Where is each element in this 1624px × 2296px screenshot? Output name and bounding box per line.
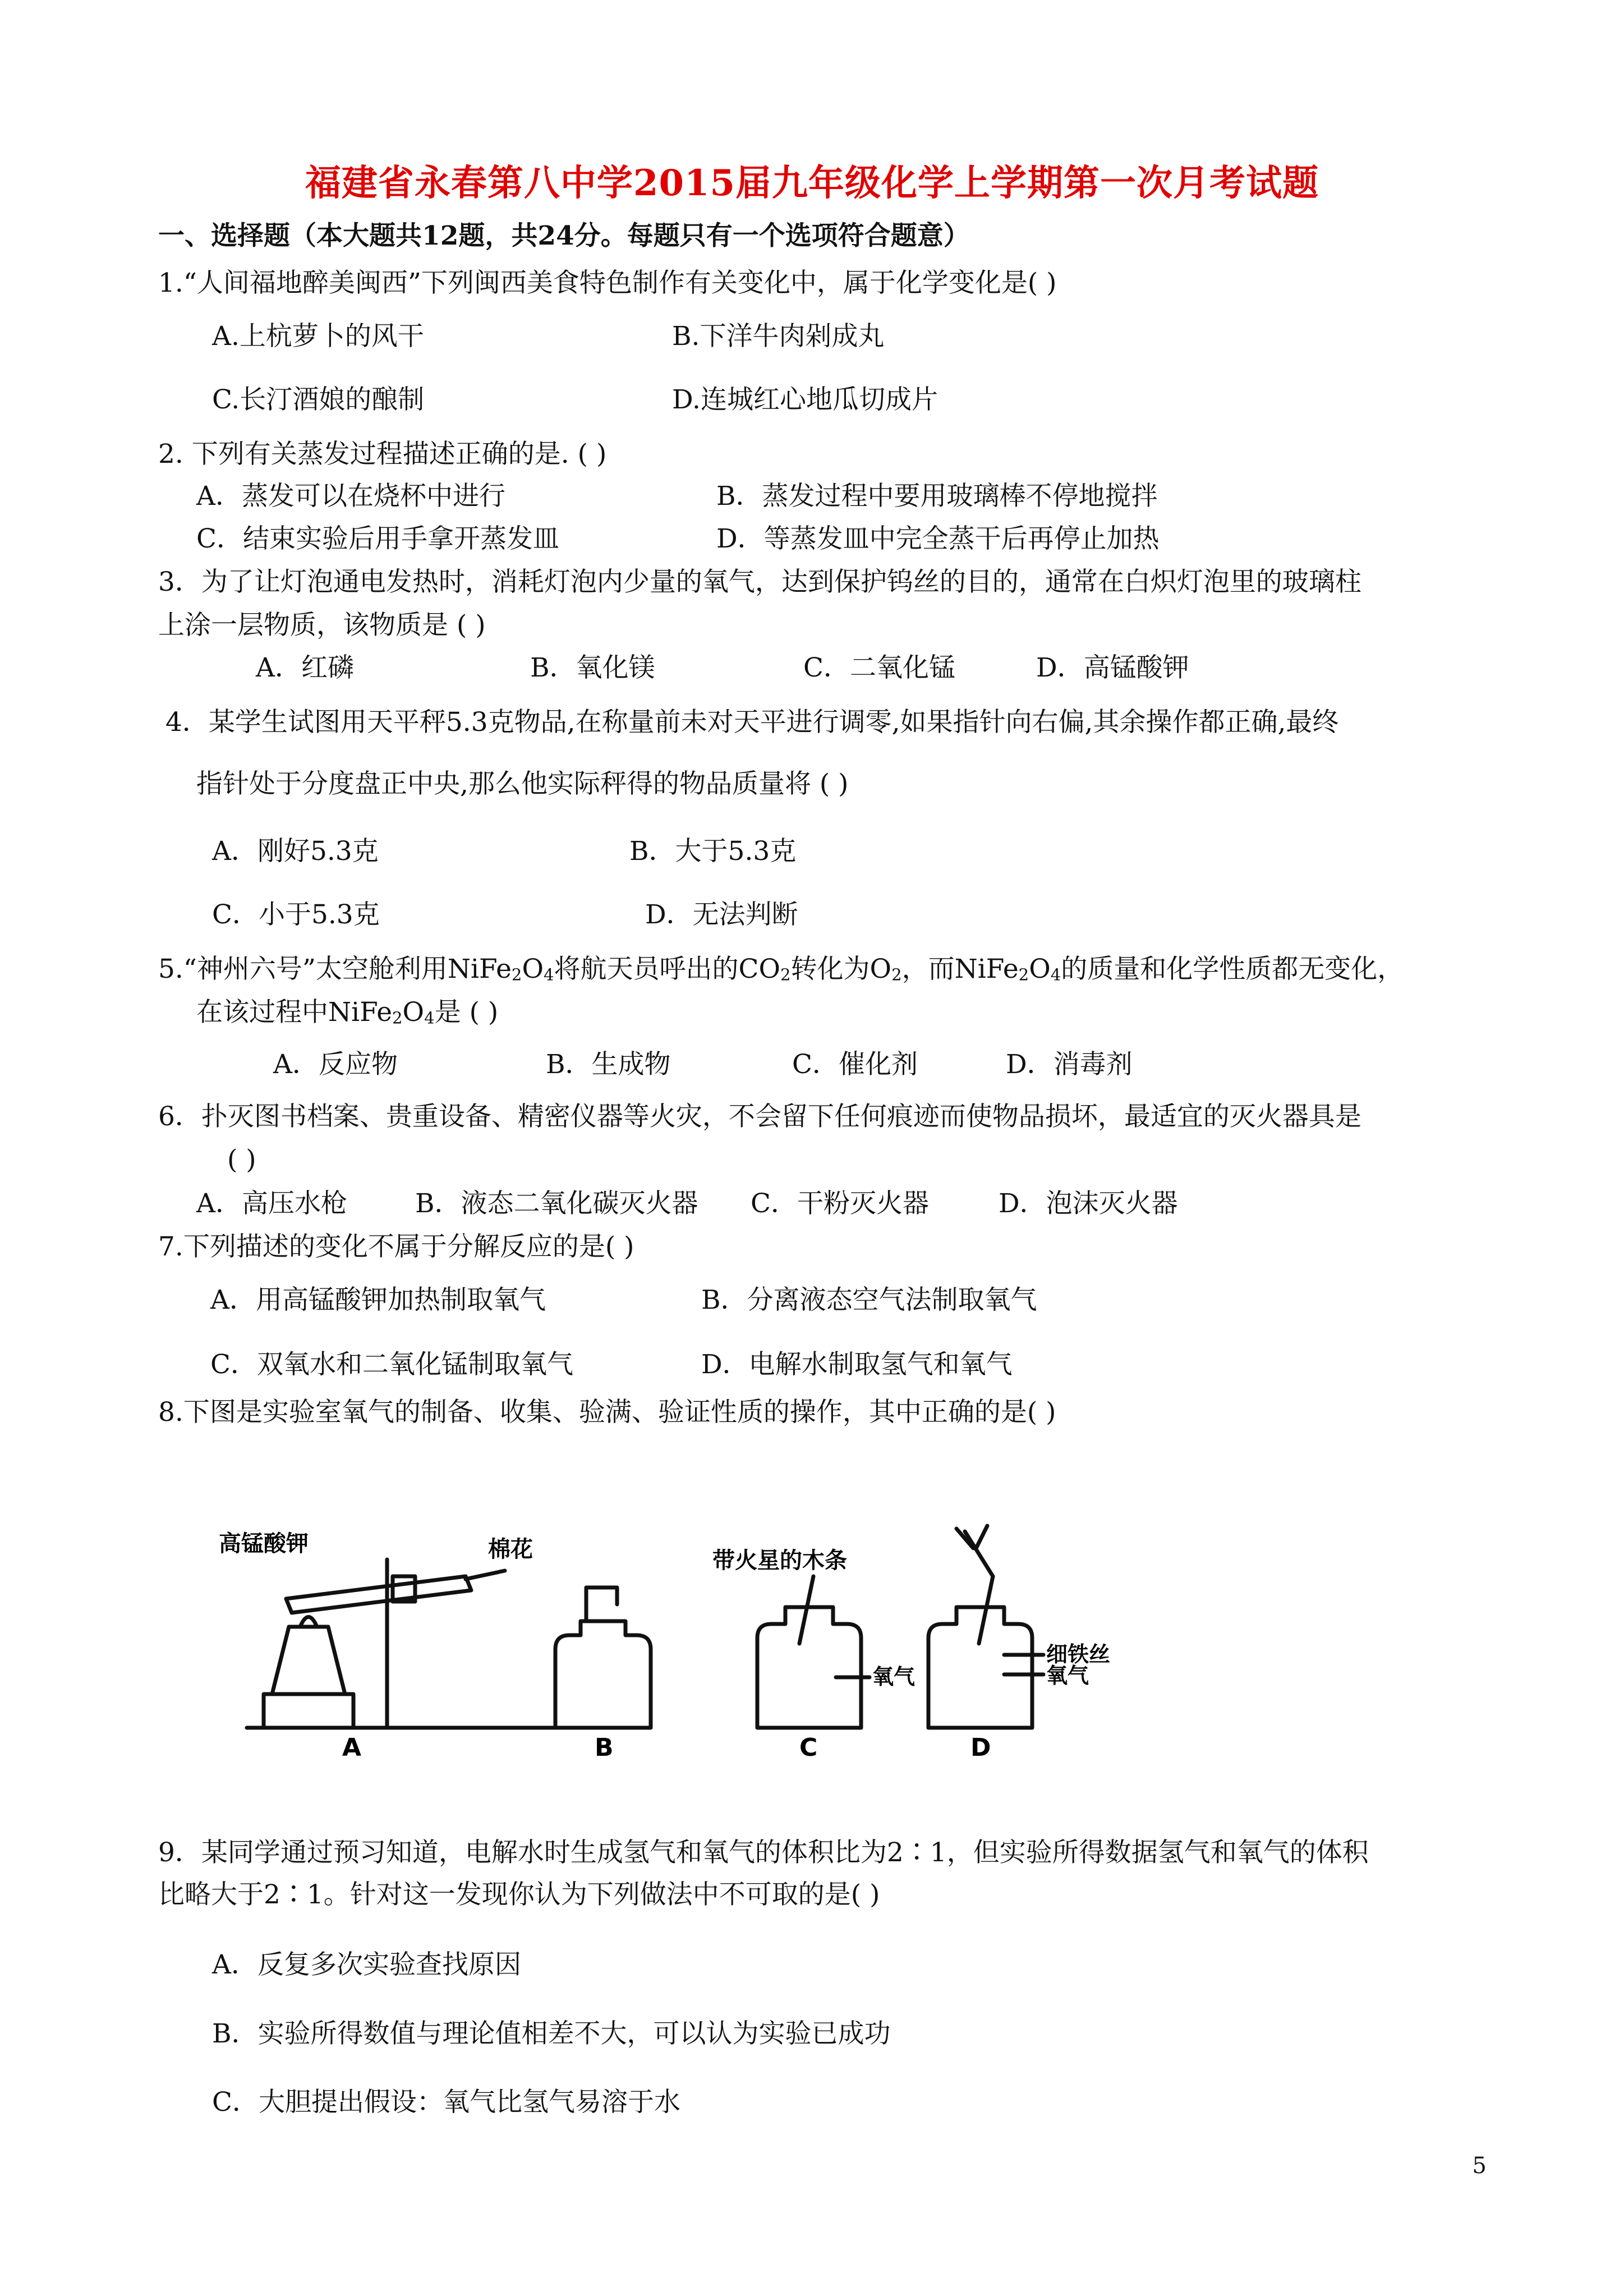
q5-text-4: ，而NiFe <box>901 954 1019 984</box>
label-b: B <box>595 1733 614 1761</box>
gas-bottle-b <box>555 1621 651 1728</box>
question-2-option-d: D．等蒸发皿中完全蒸干后再停止加热 <box>716 523 1160 554</box>
q5-sub-6: 4 <box>1050 965 1061 984</box>
exam-title: 福建省永春第八中学2015届九年级化学上学期第一次月考试题 <box>305 162 1319 204</box>
label-iron-wire: 细铁丝 <box>1046 1642 1111 1667</box>
crucible-tongs <box>956 1526 987 1548</box>
iron-wire-holder <box>965 1531 993 1644</box>
question-2-stem: 2. 下列有关蒸发过程描述正确的是. ( ) <box>158 439 607 470</box>
question-7-option-b: B．分离液态空气法制取氧气 <box>701 1285 1037 1315</box>
question-9-option-a: A．反复多次实验查找原因 <box>212 1949 521 1980</box>
label-kmno4: 高锰酸钾 <box>219 1531 309 1557</box>
section-heading: 一、选择题（本大题共12题，共24分。每题只有一个选项符合题意） <box>158 220 970 251</box>
question-4-option-c: C．小于5.3克 <box>212 899 380 930</box>
q5-text-6m: O <box>402 997 425 1028</box>
question-6-option-a: A．高压水枪 <box>196 1188 347 1219</box>
gas-bottle-c <box>757 1607 861 1728</box>
q5-text-5: 的质量和化学性质都无变化， <box>1061 954 1404 984</box>
question-3-stem-line1: 3．为了让灯泡通电发热时，消耗灯泡内少量的氧气，达到保护钨丝的目的，通常在白炽灯泡里的玻璃柱 <box>158 567 1361 597</box>
test-tube <box>286 1576 471 1613</box>
question-3-option-d: D．高锰酸钾 <box>1036 652 1189 683</box>
question-5-stem-line2 <box>196 997 498 1028</box>
question-2-option-a: A．蒸发可以在烧杯中进行 <box>196 481 505 512</box>
question-1-option-d: D.连城红心地瓜切成片 <box>672 384 938 415</box>
question-1-option-c: C.长汀酒娘的酿制 <box>212 384 425 415</box>
bottle-b-tube <box>586 1588 617 1621</box>
question-3-stem-line2: 上涂一层物质，该物质是 ( ) <box>158 610 486 641</box>
question-5-option-b: B．生成物 <box>546 1049 671 1080</box>
question-1-option-a: A.上杭萝卜的风干 <box>212 321 424 352</box>
q5-sub-5: 2 <box>1018 965 1029 984</box>
label-d: D <box>970 1733 991 1761</box>
question-7-option-c: C．双氧水和二氧化锰制取氧气 <box>210 1349 573 1380</box>
question-6-stem-line1: 6．扑灭图书档案、贵重设备、精密仪器等火灾，不会留下任何痕迹而使物品损坏，最适宜的灭火器具是 <box>158 1101 1361 1132</box>
label-oxygen-d: 氧气 <box>1046 1663 1089 1688</box>
question-6-stem-line2: ( ) <box>227 1144 256 1175</box>
q5-sub-7: 2 <box>392 1008 403 1028</box>
question-4-option-d: D．无法判断 <box>645 899 798 930</box>
question-3-option-b: B．氧化镁 <box>530 652 655 683</box>
q5-text-7: 是 ( ) <box>434 997 499 1028</box>
question-9-option-c: C．大胆提出假设：氧气比氢气易溶于水 <box>212 2087 680 2118</box>
q5-text-1: 5.“神州六号”太空舱利用NiFe <box>158 954 512 984</box>
q5-sub-2: 4 <box>544 965 554 984</box>
label-a: A <box>342 1733 362 1761</box>
question-7-stem: 7.下列描述的变化不属于分解反应的是( ) <box>158 1231 634 1262</box>
question-4-stem-line1: 4．某学生试图用天平秤5.3克物品,在称量前未对天平进行调零,如果指针向右偏,其余操作都正确,最终 <box>165 707 1339 738</box>
q5-sub-8: 4 <box>424 1008 435 1028</box>
question-7-option-d: D．电解水制取氢气和氧气 <box>701 1349 1013 1380</box>
question-5-option-c: C．催化剂 <box>792 1049 918 1080</box>
q5-sub-4: 2 <box>891 965 902 984</box>
q5-text-3: 转化为O <box>790 954 892 984</box>
label-oxygen-c: 氧气 <box>872 1664 915 1689</box>
lab-apparatus-figure <box>208 1515 1172 1761</box>
question-5-option-d: D．消毒剂 <box>1006 1049 1133 1080</box>
question-2-option-b: B．蒸发过程中要用玻璃棒不停地搅拌 <box>716 481 1158 512</box>
question-9-option-b: B．实验所得数值与理论值相差不大，可以认为实验已成功 <box>212 2018 891 2049</box>
question-9-stem-line1: 9．某同学通过预习知道，电解水时生成氢气和氧气的体积比为2∶1，但实验所得数据氢气和氧气的体积 <box>158 1837 1369 1868</box>
gas-bottle-d <box>928 1607 1032 1728</box>
question-5-option-a: A．反应物 <box>273 1049 398 1080</box>
label-c: C <box>799 1733 818 1761</box>
question-5-stem-line1 <box>158 954 1404 985</box>
question-1-stem: 1.“人间福地醉美闽西”下列闽西美食特色制作有关变化中，属于化学变化是( ) <box>158 268 1057 298</box>
question-1-option-b: B.下洋牛肉剁成丸 <box>672 321 885 352</box>
q5-text-6: 在该过程中NiFe <box>196 997 393 1028</box>
wooden-splint <box>799 1576 813 1644</box>
label-splint: 带火星的木条 <box>712 1548 847 1573</box>
question-7-option-a: A．用高锰酸钾加热制取氧气 <box>210 1285 546 1315</box>
question-6-option-d: D．泡沫灭火器 <box>999 1188 1178 1219</box>
q5-sub-3: 2 <box>780 965 791 984</box>
q5-text-1m: O <box>522 954 544 984</box>
question-4-option-a: A．刚好5.3克 <box>212 836 379 867</box>
q5-text-2: 将航天员呼出的CO <box>554 954 781 984</box>
label-cotton: 棉花 <box>488 1536 533 1562</box>
question-4-stem-line2: 指针处于分度盘正中央,那么他实际秤得的物品质量将 ( ) <box>196 769 849 799</box>
question-8-stem: 8.下图是实验室氧气的制备、收集、验满、验证性质的操作，其中正确的是( ) <box>158 1397 1056 1428</box>
question-6-option-b: B．液态二氧化碳灭火器 <box>415 1188 698 1219</box>
question-3-option-c: C．二氧化锰 <box>803 652 955 683</box>
question-6-option-c: C．干粉灭火器 <box>751 1188 929 1219</box>
page-number: 5 <box>1472 2153 1487 2179</box>
q5-sub-1: 2 <box>511 965 522 984</box>
question-3-option-a: A．红磷 <box>256 652 354 683</box>
apparatus-drawing <box>208 1515 1172 1761</box>
lamp-stand-block <box>264 1694 353 1728</box>
delivery-tube <box>466 1571 505 1579</box>
question-4-option-b: B．大于5.3克 <box>629 836 797 867</box>
alcohol-lamp <box>272 1627 345 1694</box>
question-2-option-c: C．结束实验后用手拿开蒸发皿 <box>196 523 559 554</box>
q5-text-4m: O <box>1029 954 1051 984</box>
question-9-stem-line2: 比略大于2∶1。针对这一发现你认为下列做法中不可取的是( ) <box>158 1879 880 1910</box>
